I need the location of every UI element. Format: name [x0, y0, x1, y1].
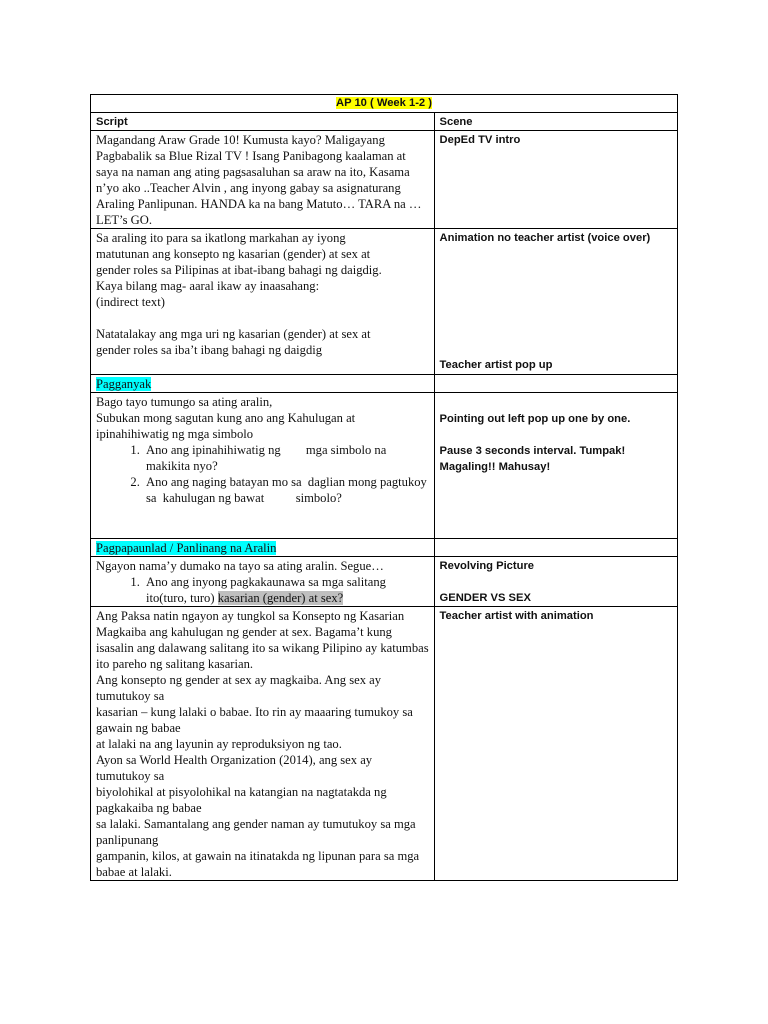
paksa-script [91, 607, 435, 881]
script-line: gender roles sa Pilipinas at ibat-ibang bahagi ng daigdig. [96, 263, 382, 277]
intro-scene: DepEd TV intro [434, 131, 677, 229]
paksa-scene: Teacher artist with animation [434, 607, 677, 881]
script-line: Ang Paksa natin ngayon ay tungkol sa Konsepto ng Kasarian [96, 609, 405, 623]
segue-scene [434, 557, 677, 607]
segue-script [91, 557, 435, 607]
table-row [91, 393, 678, 539]
script-line: Kaya bilang mag- aaral ikaw ay inaasahang: [96, 279, 320, 293]
script-line: Ngayon nama’y dumako na tayo sa ating aralin. Segue… [96, 559, 384, 573]
table-row [91, 539, 678, 557]
script-column-header: Script [91, 113, 435, 131]
objectives-scene [434, 229, 677, 375]
list-item [143, 574, 430, 606]
header-row [91, 113, 678, 131]
script-line: at lalaki na ang layunin ay reproduksiyon ng tao. [96, 737, 342, 751]
question-list [96, 442, 430, 506]
section-label-pagpapaunlad: Pagpapaunlad / Panlinang na Aralin [96, 541, 277, 555]
objectives-script [91, 229, 435, 375]
highlighted-term: kasarian (gender) at sex? [217, 591, 344, 605]
table-row [91, 131, 678, 229]
question-text: Ano ang inyong pagkakaunawa sa mga salitang ito(turo, turo) [146, 575, 386, 605]
script-line: ipinahihiwatig ng mga simbolo [96, 427, 254, 441]
table-row [91, 229, 678, 375]
scene-note: Pause 3 seconds interval. Tumpak! Magaling!! Mahusay! [439, 445, 626, 473]
scene-note: Teacher artist pop up [439, 359, 553, 371]
script-line: sa lalaki. Samantalang ang gender naman ay tumutukoy sa mga panlipunang [96, 817, 416, 847]
script-line: Natatalakay ang mga uri ng kasarian (gender) at sex at [96, 327, 371, 341]
script-line: Magkaiba ang kahulugan ng gender at sex. Bagama’t kung isasalin ang dalawang salitang ito sa wikang Pilipino ay katumbas ito pareho ng salitang kasarian. [96, 625, 429, 671]
table-row [91, 375, 678, 393]
list-item: 1. Ano ang ipinahihiwatig ng mga simbolo na makikita nyo? [143, 442, 430, 474]
intro-script: Magandang Araw Grade 10! Kumusta kayo? Maligayang Pagbabalik sa Blue Rizal TV ! Isang Panibagong kaalaman at saya na naman ang ating pagsasaluhan sa araw na ito, Kasama n’yo ako ..Teacher Alvin , ang inyong gabay sa asignaturang Araling Panlipunan. HANDA ka na bang Matuto… TARA na …LET’s GO. [91, 131, 435, 229]
scene-note: Pointing out left pop up one by one. [439, 413, 631, 425]
script-table [90, 94, 678, 881]
scene-note: GENDER VS SEX [439, 592, 531, 604]
script-line: Bago tayo tumungo sa ating aralin, [96, 395, 273, 409]
section-label-pagganyak: Pagganyak [96, 377, 152, 391]
question-list [96, 574, 430, 606]
scene-note: Revolving Picture [439, 560, 535, 572]
script-line: gender roles sa iba’t ibang bahagi ng daigdig [96, 343, 323, 357]
scene-note: Animation no teacher artist (voice over) [439, 232, 651, 244]
document-title: AP 10 ( Week 1-2 ) [336, 97, 432, 109]
script-line: biyolohikal at pisyolohikal na katangian na nagtatakda ng pagkakaiba ng babae [96, 785, 387, 815]
scene-column-header: Scene [434, 113, 677, 131]
script-line: (indirect text) [96, 295, 165, 309]
script-line: Subukan mong sagutan kung ano ang Kahulugan at [96, 411, 356, 425]
script-line: Sa araling ito para sa ikatlong markahan ay iyong [96, 231, 346, 245]
table-row [91, 607, 678, 881]
title-row [91, 95, 678, 113]
script-line: matutunan ang konsepto ng kasarian (gender) at sex at [96, 247, 371, 261]
script-line: Ang konsepto ng gender at sex ay magkaiba. Ang sex ay tumutukoy sa [96, 673, 382, 703]
list-item: 2. Ano ang naging batayan mo sa daglian mong pagtukoy sa kahulugan ng bawat simbolo? [143, 474, 430, 506]
script-line: Ayon sa World Health Organization (2014), ang sex ay tumutukoy sa [96, 753, 373, 783]
table-row [91, 557, 678, 607]
script-line: kasarian – kung lalaki o babae. Ito rin ay maaaring tumukoy sa gawain ng babae [96, 705, 413, 735]
script-line: gampanin, kilos, at gawain na itinatakda ng lipunan para sa mga babae at lalaki. [96, 849, 420, 879]
pagganyak-scene [434, 393, 677, 539]
pagganyak-script [91, 393, 435, 539]
